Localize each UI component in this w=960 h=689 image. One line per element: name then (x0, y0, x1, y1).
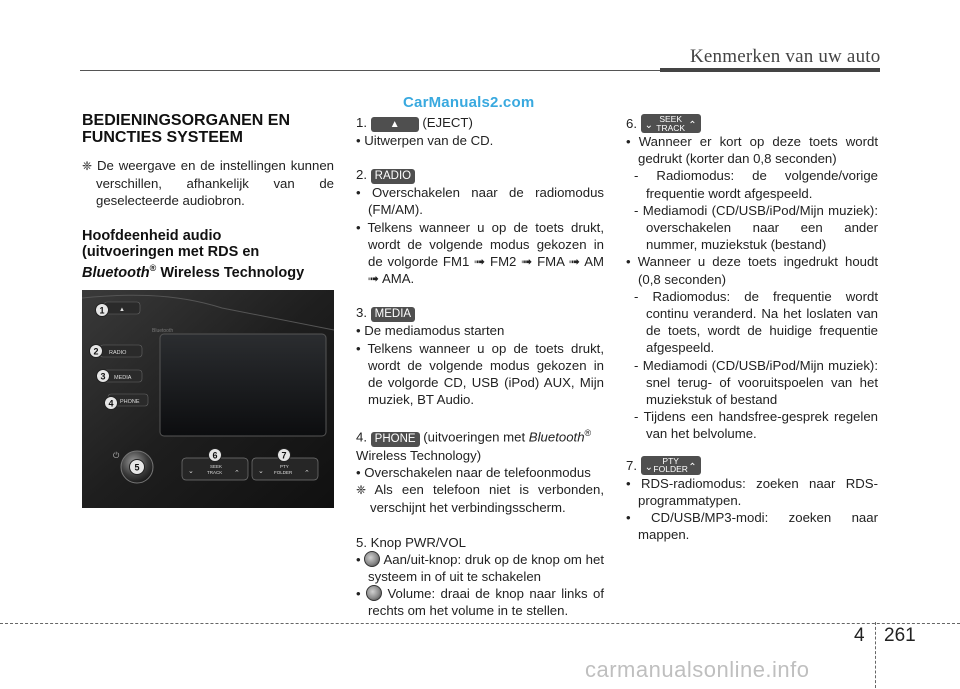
knob-icon (364, 551, 380, 567)
chapter-number: 4 (854, 625, 865, 646)
item-7-bullet-1: • RDS-radiomodus: zoeken naar RDS-programmatypen. (626, 475, 878, 508)
sub-heading-line-3: Wireless Technology (156, 264, 305, 281)
item-6-number: 6. (626, 116, 637, 131)
column-left (82, 112, 334, 280)
note-text: De weergave en de instellingen kunnen verschillen, afhankelijk van de geselecteerde audiobron. (96, 158, 334, 209)
callout-1-label: 1 (99, 305, 105, 316)
folder-label: FOLDER (274, 470, 293, 475)
watermark-top: CarManuals2.com (403, 94, 535, 111)
item-6-dash-4: - Mediamodi (CD/USB/iPod/Mijn muziek): snel terug- of vooruitspoelen van het muziekstuk of bestand (634, 357, 878, 408)
callout-2-label: 2 (93, 346, 99, 357)
chevron-up-icon: ⌃ (688, 120, 697, 131)
seek-label: SEEK (210, 464, 223, 469)
heading-line-2: FUNCTIES SYSTEEM (82, 129, 243, 146)
watermark-bottom: carmanualsonline.info (585, 657, 810, 682)
track-label: TRACK (207, 470, 223, 475)
item-5-bullet-2-text: Volume: draai de knop naar links of rechts om het volume in te stellen. (368, 586, 604, 619)
sub-heading-line-2: (uitvoeringen met RDS en (82, 243, 260, 260)
seek-badge-line-1: SEEK (659, 114, 683, 124)
item-4-bluetooth: Bluetooth (528, 429, 585, 445)
item-4-note (356, 481, 604, 516)
item-4-label: (uitvoeringen met (419, 429, 529, 445)
heading-line-1: BEDIENINGSORGANEN EN (82, 112, 291, 129)
item-1-bullet: • Uitwerpen van de CD. (356, 133, 494, 148)
footer-rule (0, 623, 960, 624)
seek-track-badge (641, 114, 701, 133)
item-2-bullet-2: • Telkens wanneer u op de toets drukt, wordt de volgende modus gekozen in de volgorde FM1 ➟ FM2 ➟ FMA ➟ AM ➟ AMA. (356, 219, 604, 287)
media-badge: MEDIA (371, 307, 415, 322)
callout-3-label: 3 (100, 371, 106, 382)
item-5-bullet-1-text: Aan/uit-knop: druk op de knop om het systeem in of uit te schakelen (368, 551, 605, 585)
eject-badge: ▲ (371, 117, 419, 132)
item-6-title (626, 114, 878, 133)
item-7-bullet-2: • CD/USB/MP3-modi: zoeken naar mappen. (626, 510, 878, 543)
pty-folder-badge (641, 456, 701, 475)
item-1-title (356, 114, 604, 132)
item-1-number: 1. (356, 115, 367, 130)
item-1-label: (EJECT) (418, 115, 473, 130)
chevron-down-icon: ⌄ (644, 461, 654, 473)
chapter-title: Kenmerken van uw auto (690, 46, 881, 67)
head-unit-illustration (82, 290, 334, 508)
item-7-number: 7. (626, 457, 637, 473)
eject-button-label: ▲ (119, 307, 125, 313)
column-middle (356, 114, 604, 620)
item-6-dash-2: - Mediamodi (CD/USB/iPod/Mijn muziek): overschakelen naar een ander nummer, muziekstuk (bestand) (634, 202, 878, 253)
sub-heading-bluetooth: Bluetooth (82, 264, 150, 281)
knob-icon (366, 585, 382, 601)
chevron-down-icon: ⌄ (188, 468, 194, 475)
sub-heading-line-1: Hoofdeenheid audio (82, 227, 222, 244)
item-7-title (626, 456, 878, 475)
item-6-dash-1: - Radiomodus: de volgende/vorige frequentie wordt afgespeeld. (634, 168, 878, 201)
phone-button-label: PHONE (120, 399, 140, 405)
item-6-dash-5: - Tijdens een handsfree-gesprek regelen van het belvolume. (634, 409, 878, 442)
item-6-dash-3: - Radiomodus: de frequentie wordt continu veranderd. Na het loslaten van de toets, wordt de huidige frequentie afgespeeld. (634, 288, 878, 356)
callout-7-label: 7 (281, 450, 287, 461)
item-6-bullet-1: • Wanneer er kort op deze toets wordt gedrukt (korter dan 0,8 seconden) (626, 134, 878, 167)
item-4-number: 4. (356, 429, 367, 445)
page-number-divider (875, 622, 876, 688)
callout-6-label: 6 (212, 450, 218, 461)
item-3-bullet-1: • De mediamodus starten (356, 323, 505, 339)
item-4-note-text: Als een telefoon niet is verbonden, verschijnt het verbindingsscherm. (370, 482, 604, 516)
display-screen (160, 334, 326, 436)
item-3-title (356, 304, 604, 322)
radio-button-label: RADIO (109, 350, 127, 356)
registered-mark: ® (149, 262, 157, 273)
bluetooth-logo-text: Bluetooth (152, 328, 174, 334)
item-4-label-line-2: Wireless Technology) (356, 447, 482, 463)
item-2-number: 2. (356, 167, 367, 183)
head-unit-photo (82, 290, 334, 508)
item-2-bullet-1: • Overschakelen naar de radiomodus (FM/AM). (356, 185, 604, 218)
item-2-title (356, 166, 604, 184)
pty-badge-line-2: FOLDER (653, 464, 688, 475)
pty-badge-line-1: PTY (662, 455, 679, 466)
column-right (626, 114, 878, 543)
item-3-bullet-2: • Telkens wanneer u op de toets drukt, wordt de volgende modus gekozen in de volgorde CD, USB (iPod) AUX, Mijn muziek, BT Audio. (356, 340, 604, 408)
chevron-down-icon: ⌄ (644, 120, 654, 131)
sub-heading (82, 228, 334, 281)
callout-4-label: 4 (108, 398, 114, 409)
note (82, 157, 334, 210)
pty-label: PTY (280, 464, 289, 469)
power-icon: ⏻ (113, 451, 120, 460)
chevron-up-icon: ⌃ (304, 470, 310, 477)
media-button-label: MEDIA (114, 375, 132, 381)
header-bar (660, 68, 880, 72)
chevron-down-icon: ⌄ (258, 468, 264, 475)
page-number: 261 (884, 625, 916, 646)
seek-badge-line-2: TRACK (656, 122, 686, 133)
chevron-up-icon: ⌃ (234, 470, 240, 477)
radio-badge: RADIO (371, 169, 415, 184)
callout-5-label: 5 (134, 462, 140, 473)
item-4-bullet: • Overschakelen naar de telefoonmodus (356, 465, 591, 481)
item-3-number: 3. (356, 305, 367, 321)
item-4-title (356, 425, 604, 446)
item-6-bullet-2: • Wanneer u deze toets ingedrukt houdt (0,8 seconden) (626, 254, 878, 287)
item-5-title: 5. Knop PWR/VOL (356, 534, 466, 550)
note-symbol: ❈ (356, 483, 367, 498)
item-5-bullet-2: • Volume: draai de knop naar links of rechts om het volume in te stellen. (356, 586, 604, 619)
note-symbol: ❈ (82, 159, 93, 173)
phone-badge: PHONE (371, 432, 420, 447)
item-5-bullet-1: • Aan/uit-knop: druk op de knop om het systeem in of uit te schakelen (356, 551, 605, 585)
chevron-up-icon: ⌃ (688, 461, 697, 473)
section-heading (82, 112, 334, 146)
registered-mark: ® (584, 428, 592, 439)
